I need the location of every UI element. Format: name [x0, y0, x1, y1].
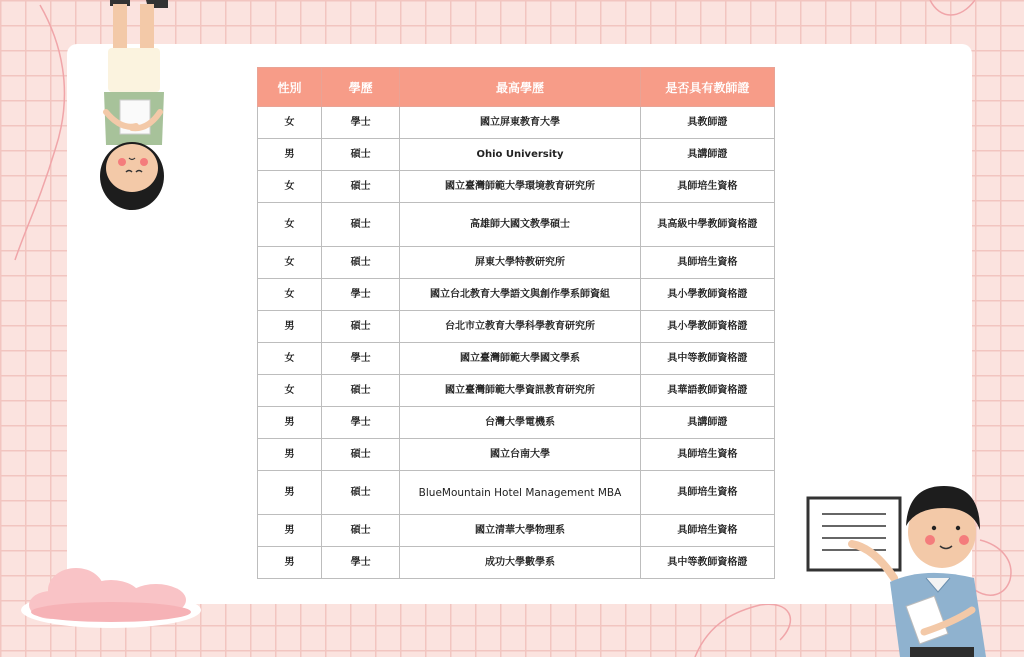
cell-school: 國立清華大學物理系	[400, 515, 640, 547]
cell-degree: 學士	[322, 107, 400, 139]
cell-degree: 碩士	[322, 311, 400, 343]
whiteboard-icon	[808, 498, 900, 570]
cell-gender: 男	[258, 515, 322, 547]
cell-school: 成功大學數學系	[400, 547, 640, 579]
cell-gender: 女	[258, 279, 322, 311]
cell-degree: 碩士	[322, 471, 400, 515]
cell-school: 國立台南大學	[400, 439, 640, 471]
table-row	[258, 311, 775, 343]
cell-degree: 學士	[322, 407, 400, 439]
cell-gender: 男	[258, 439, 322, 471]
cell-certificate: 具師培生資格	[640, 439, 774, 471]
cell-certificate: 具中等教師資格證	[640, 343, 774, 375]
header-degree: 學歷	[322, 68, 400, 107]
cell-school: 屏東大學特教研究所	[400, 247, 640, 279]
table-row	[258, 203, 775, 247]
cell-degree: 學士	[322, 343, 400, 375]
cell-school: 台灣大學電機系	[400, 407, 640, 439]
cell-school: 台北市立教育大學科學教育研究所	[400, 311, 640, 343]
cell-school: 國立臺灣師範大學國文學系	[400, 343, 640, 375]
table-header-row	[258, 68, 775, 107]
cell-certificate: 具教師證	[640, 107, 774, 139]
header-gender: 性別	[258, 68, 322, 107]
table-row	[258, 171, 775, 203]
cell-gender: 男	[258, 547, 322, 579]
cell-gender: 男	[258, 139, 322, 171]
table-row	[258, 439, 775, 471]
table-row	[258, 107, 775, 139]
header-highest-education: 最高學歷	[400, 68, 640, 107]
cell-degree: 碩士	[322, 247, 400, 279]
table-row	[258, 343, 775, 375]
table-row	[258, 247, 775, 279]
education-table-container	[257, 67, 775, 579]
cell-certificate: 具師培生資格	[640, 471, 774, 515]
table-row	[258, 375, 775, 407]
cell-degree: 學士	[322, 547, 400, 579]
cell-certificate: 具小學教師資格證	[640, 311, 774, 343]
cell-school: 國立屏東教育大學	[400, 107, 640, 139]
cell-certificate: 具師培生資格	[640, 171, 774, 203]
cell-school: 國立臺灣師範大學資訊教育研究所	[400, 375, 640, 407]
table-row	[258, 471, 775, 515]
table-row	[258, 547, 775, 579]
cell-degree: 碩士	[322, 171, 400, 203]
cell-gender: 女	[258, 247, 322, 279]
cell-gender: 男	[258, 407, 322, 439]
cell-certificate: 具高級中學教師資格證	[640, 203, 774, 247]
cell-certificate: 具華語教師資格證	[640, 375, 774, 407]
cell-degree: 碩士	[322, 515, 400, 547]
cell-certificate: 具講師證	[640, 407, 774, 439]
cell-school: 高雄師大國文教學碩士	[400, 203, 640, 247]
cell-degree: 學士	[322, 279, 400, 311]
cell-certificate: 具師培生資格	[640, 247, 774, 279]
cell-gender: 女	[258, 107, 322, 139]
education-table	[257, 67, 775, 579]
cell-school: 國立臺灣師範大學環境教育研究所	[400, 171, 640, 203]
boy-teacher-illustration	[804, 482, 1014, 657]
table-row	[258, 407, 775, 439]
table-row	[258, 279, 775, 311]
cloud-icon	[16, 560, 206, 636]
cell-gender: 女	[258, 343, 322, 375]
cell-gender: 女	[258, 171, 322, 203]
girl-illustration	[96, 0, 168, 212]
cell-degree: 碩士	[322, 439, 400, 471]
cell-gender: 女	[258, 375, 322, 407]
table-row	[258, 139, 775, 171]
cell-certificate: 具小學教師資格證	[640, 279, 774, 311]
cell-certificate: 具講師證	[640, 139, 774, 171]
cell-degree: 碩士	[322, 139, 400, 171]
table-row	[258, 515, 775, 547]
cell-school: BlueMountain Hotel Management MBA	[400, 471, 640, 515]
header-teacher-certificate: 是否具有教師證	[640, 68, 774, 107]
cell-certificate: 具師培生資格	[640, 515, 774, 547]
cell-gender: 女	[258, 203, 322, 247]
cell-gender: 男	[258, 471, 322, 515]
cell-school: 國立台北教育大學語文與創作學系師資組	[400, 279, 640, 311]
cell-school: Ohio University	[400, 139, 640, 171]
cell-gender: 男	[258, 311, 322, 343]
cell-degree: 碩士	[322, 375, 400, 407]
cell-certificate: 具中等教師資格證	[640, 547, 774, 579]
cell-degree: 碩士	[322, 203, 400, 247]
